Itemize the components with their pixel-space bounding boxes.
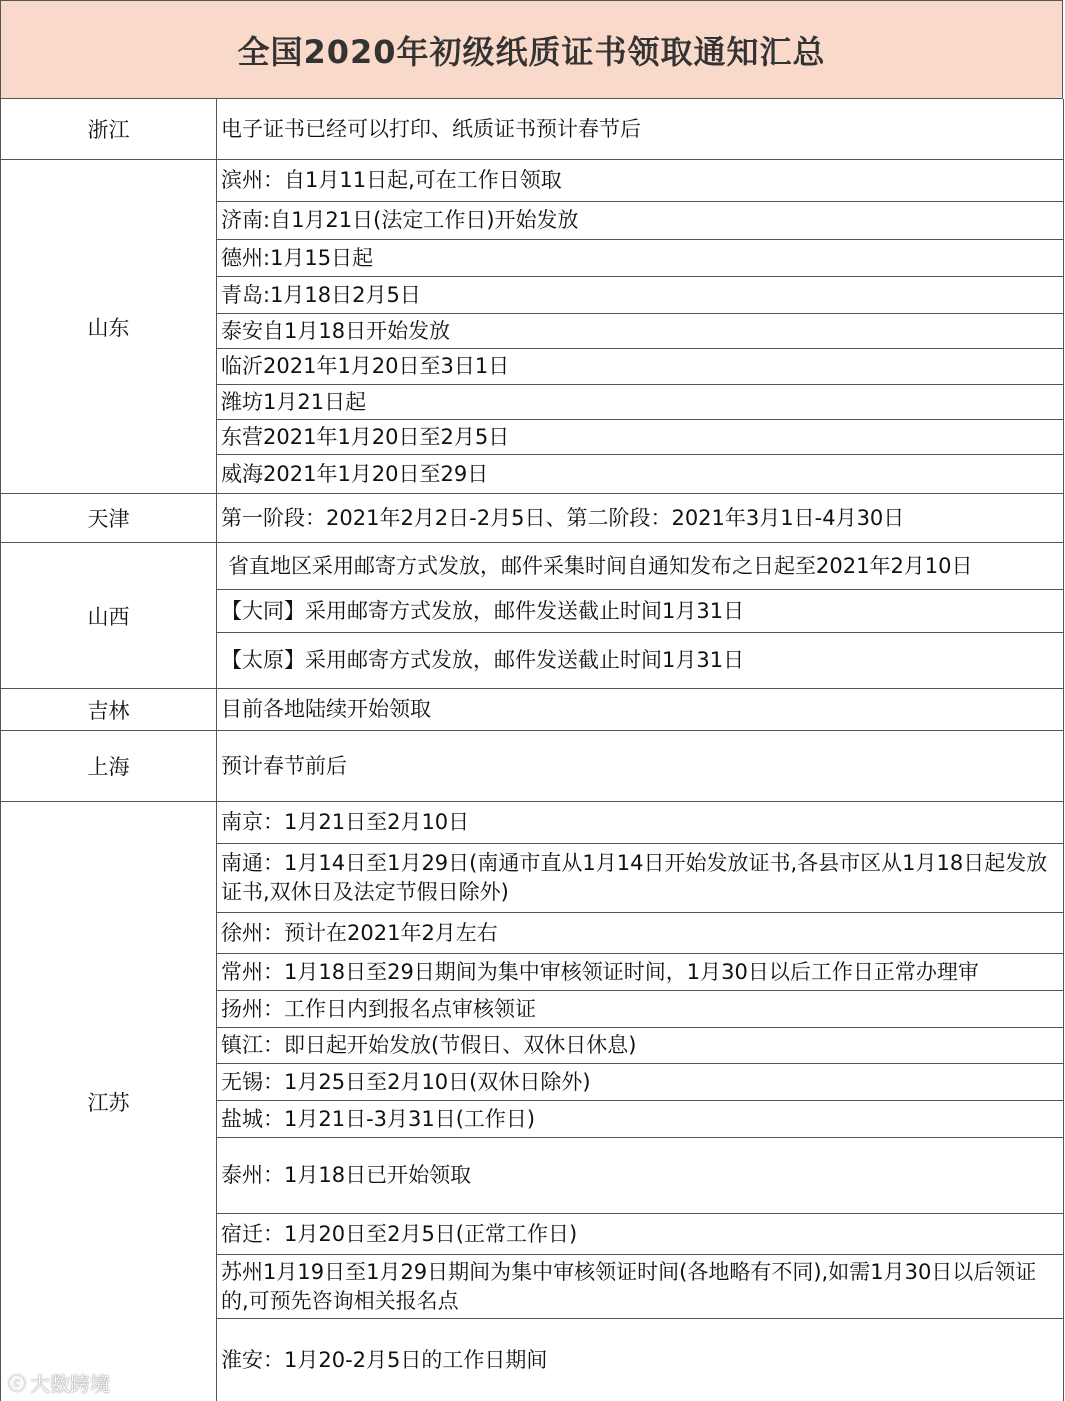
row-shandong-6: 潍坊1月21日起 xyxy=(216,385,1064,420)
row-shanxi-2: 【太原】采用邮寄方式发放，邮件发送截止时间1月31日 xyxy=(216,633,1064,689)
row-jiangsu-10: 苏州1月19日至1月29日期间为集中审核领证时间(各地略有不同),如需1月30日以后领证的,可预先咨询相关报名点 xyxy=(216,1255,1064,1319)
province-shanxi: 山西 xyxy=(0,543,217,689)
province-jiangsu: 江苏 xyxy=(0,802,217,1401)
row-shanxi-0: 省直地区采用邮寄方式发放，邮件采集时间自通知发布之日起至2021年2月10日 xyxy=(216,543,1064,590)
row-jiangsu-11: 淮安：1月20-2月5日的工作日期间 xyxy=(216,1319,1064,1401)
row-jiangsu-0: 南京：1月21日至2月10日 xyxy=(216,802,1064,844)
row-shandong-8: 威海2021年1月20日至29日 xyxy=(216,455,1064,494)
province-jilin: 吉林 xyxy=(0,689,217,731)
row-shandong-1: 济南:自1月21日(法定工作日)开始发放 xyxy=(216,202,1064,240)
watermark xyxy=(8,1368,110,1397)
row-jiangsu-6: 无锡：1月25日至2月10日(双休日除外) xyxy=(216,1064,1064,1101)
title-bar xyxy=(0,0,1063,99)
watermark-text: 大数跨境 xyxy=(30,1372,110,1396)
watermark-logo-icon: ⓒ xyxy=(8,1373,26,1395)
province-shanghai: 上海 xyxy=(0,731,217,802)
row-shandong-0: 滨州：自1月11日起,可在工作日领取 xyxy=(216,160,1064,202)
row-jiangsu-8: 泰州：1月18日已开始领取 xyxy=(216,1138,1064,1214)
row-jiangsu-3: 常州：1月18日至29日期间为集中审核领证时间，1月30日以后工作日正常办理审 xyxy=(216,954,1064,991)
row-shandong-5: 临沂2021年1月20日至3日1日 xyxy=(216,349,1064,385)
row-jiangsu-9: 宿迁：1月20日至2月5日(正常工作日) xyxy=(216,1214,1064,1255)
row-jiangsu-7: 盐城：1月21日-3月31日(工作日) xyxy=(216,1101,1064,1138)
row-shandong-3: 青岛:1月18日2月5日 xyxy=(216,277,1064,314)
row-zhejiang-0: 电子证书已经可以打印、纸质证书预计春节后 xyxy=(216,99,1064,160)
province-shandong: 山东 xyxy=(0,160,217,494)
row-jiangsu-5: 镇江：即日起开始发放(节假日、双休日休息) xyxy=(216,1028,1064,1064)
row-shandong-2: 德州:1月15日起 xyxy=(216,240,1064,277)
row-shanghai-0: 预计春节前后 xyxy=(216,731,1064,802)
row-shandong-7: 东营2021年1月20日至2月5日 xyxy=(216,420,1064,455)
province-zhejiang: 浙江 xyxy=(0,99,217,160)
row-jiangsu-1: 南通：1月14日至1月29日(南通市直从1月14日开始发放证书,各县市区从1月18日起发放证书,双休日及法定节假日除外) xyxy=(216,844,1064,913)
page-title: 全国2020年初级纸质证书领取通知汇总 xyxy=(237,32,826,71)
row-shandong-4: 泰安自1月18日开始发放 xyxy=(216,314,1064,349)
row-shanxi-1: 【大同】采用邮寄方式发放，邮件发送截止时间1月31日 xyxy=(216,590,1064,633)
province-tianjin: 天津 xyxy=(0,494,217,543)
row-jiangsu-4: 扬州：工作日内到报名点审核领证 xyxy=(216,991,1064,1028)
row-jilin-0: 目前各地陆续开始领取 xyxy=(216,689,1064,731)
row-tianjin-0: 第一阶段：2021年2月2日-2月5日、第二阶段：2021年3月1日-4月30日 xyxy=(216,494,1064,543)
row-jiangsu-2: 徐州：预计在2021年2月左右 xyxy=(216,913,1064,954)
